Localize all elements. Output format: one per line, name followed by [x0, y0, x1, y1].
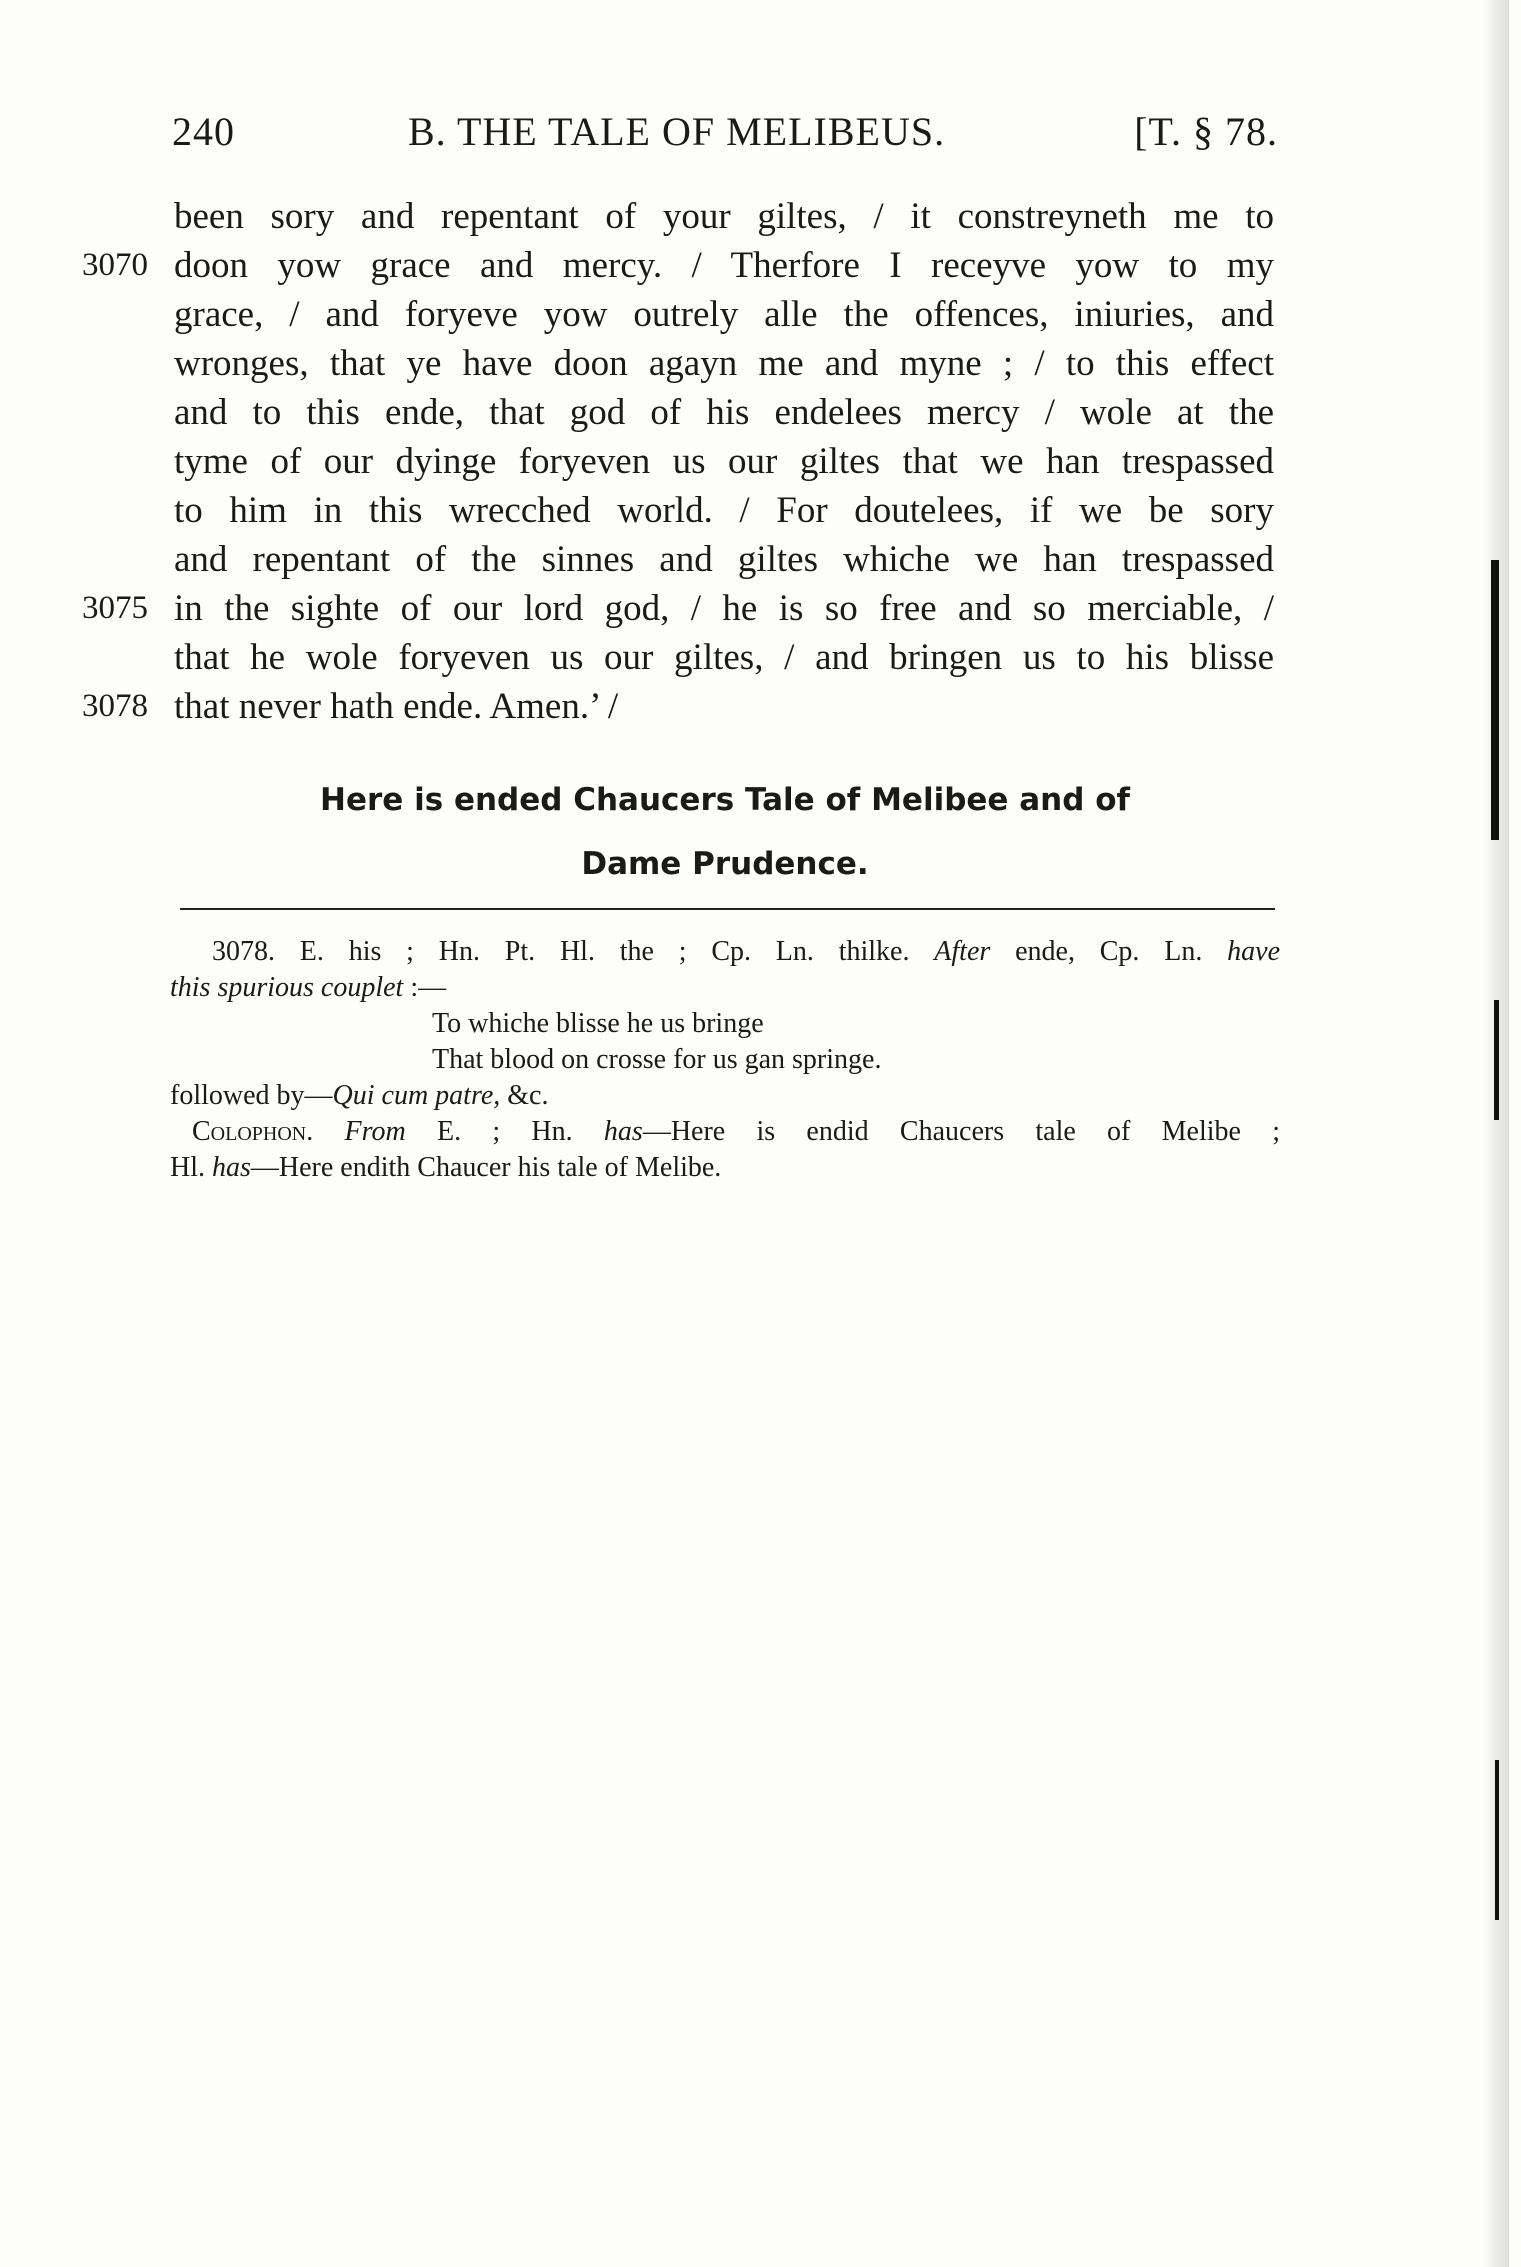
- text-line: [174, 437, 1274, 486]
- colophon-line-1: Here is ended Chaucers Tale of Melibee and of: [320, 782, 1130, 818]
- scan-edge-shadow: [1483, 0, 1509, 2267]
- text-line: [82, 241, 1274, 290]
- line-text: been sory and repentant of your giltes, / it constreyneth me to: [174, 196, 1274, 237]
- footnote-rule: [180, 908, 1275, 910]
- line-text: tyme of our dyinge foryeven us our giltes that we han trespassed: [174, 441, 1274, 482]
- line-number: 3070: [82, 247, 148, 283]
- text-line: [82, 584, 1274, 633]
- colophon-heading: [170, 768, 1280, 896]
- line-text: and repentant of the sinnes and giltes whiche we han trespassed: [174, 539, 1274, 580]
- scan-edge-mark: [1491, 560, 1499, 840]
- note-line: Colophon. From E. ; Hn. has—Here is endid Chaucers tale of Melibe ;: [192, 1116, 1281, 1147]
- scan-edge-mark: [1494, 1000, 1499, 1120]
- line-text: doon yow grace and mercy. / Therfore I receyve yow to my: [174, 245, 1274, 286]
- note-line: Hl. has—Here endith Chaucer his tale of Melibe.: [170, 1152, 722, 1183]
- text-line: [82, 682, 1274, 731]
- section-reference: [T. § 78.: [1134, 109, 1278, 154]
- colophon-line-2: Dame Prudence.: [581, 846, 869, 882]
- page-number: 240: [172, 109, 235, 154]
- scan-edge-mark: [1495, 1760, 1499, 1920]
- text-line: [174, 339, 1274, 388]
- textual-notes: [170, 934, 1280, 1186]
- text-line: [174, 486, 1274, 535]
- text-line: [174, 290, 1274, 339]
- couplet-line: To whiche blisse he us bringe: [432, 1008, 764, 1039]
- note-line: followed by—Qui cum patre, &c.: [170, 1080, 549, 1111]
- line-text: in the sighte of our lord god, / he is so free and so merciable, /: [174, 588, 1274, 629]
- line-text: wronges, that ye have doon agayn me and myne ; / to this effect: [174, 343, 1274, 384]
- line-text: and to this ende, that god of his endelees mercy / wole at the: [174, 392, 1274, 433]
- main-text: [82, 192, 1274, 731]
- text-line: [174, 192, 1274, 241]
- line-number: 3075: [82, 590, 148, 626]
- line-text: that he wole foryeven us our giltes, / and bringen us to his blisse: [174, 637, 1274, 678]
- line-text: that never hath ende. Amen.’ /: [174, 686, 619, 727]
- note-line: this spurious couplet :—: [170, 972, 447, 1003]
- line-number: 3078: [82, 688, 148, 724]
- text-line: [174, 633, 1274, 682]
- running-title: B. THE TALE OF MELIBEUS.: [408, 109, 946, 154]
- text-line: [174, 388, 1274, 437]
- running-header: [168, 108, 1278, 168]
- note-line: 3078. E. his ; Hn. Pt. Hl. the ; Cp. Ln. thilke. After ende, Cp. Ln. have: [212, 936, 1280, 967]
- line-text: grace, / and foryeve yow outrely alle the offences, iniuries, and: [174, 294, 1274, 335]
- line-text: to him in this wrecched world. / For doutelees, if we be sory: [174, 490, 1274, 531]
- couplet-line: That blood on crosse for us gan springe.: [432, 1044, 882, 1075]
- text-line: [174, 535, 1274, 584]
